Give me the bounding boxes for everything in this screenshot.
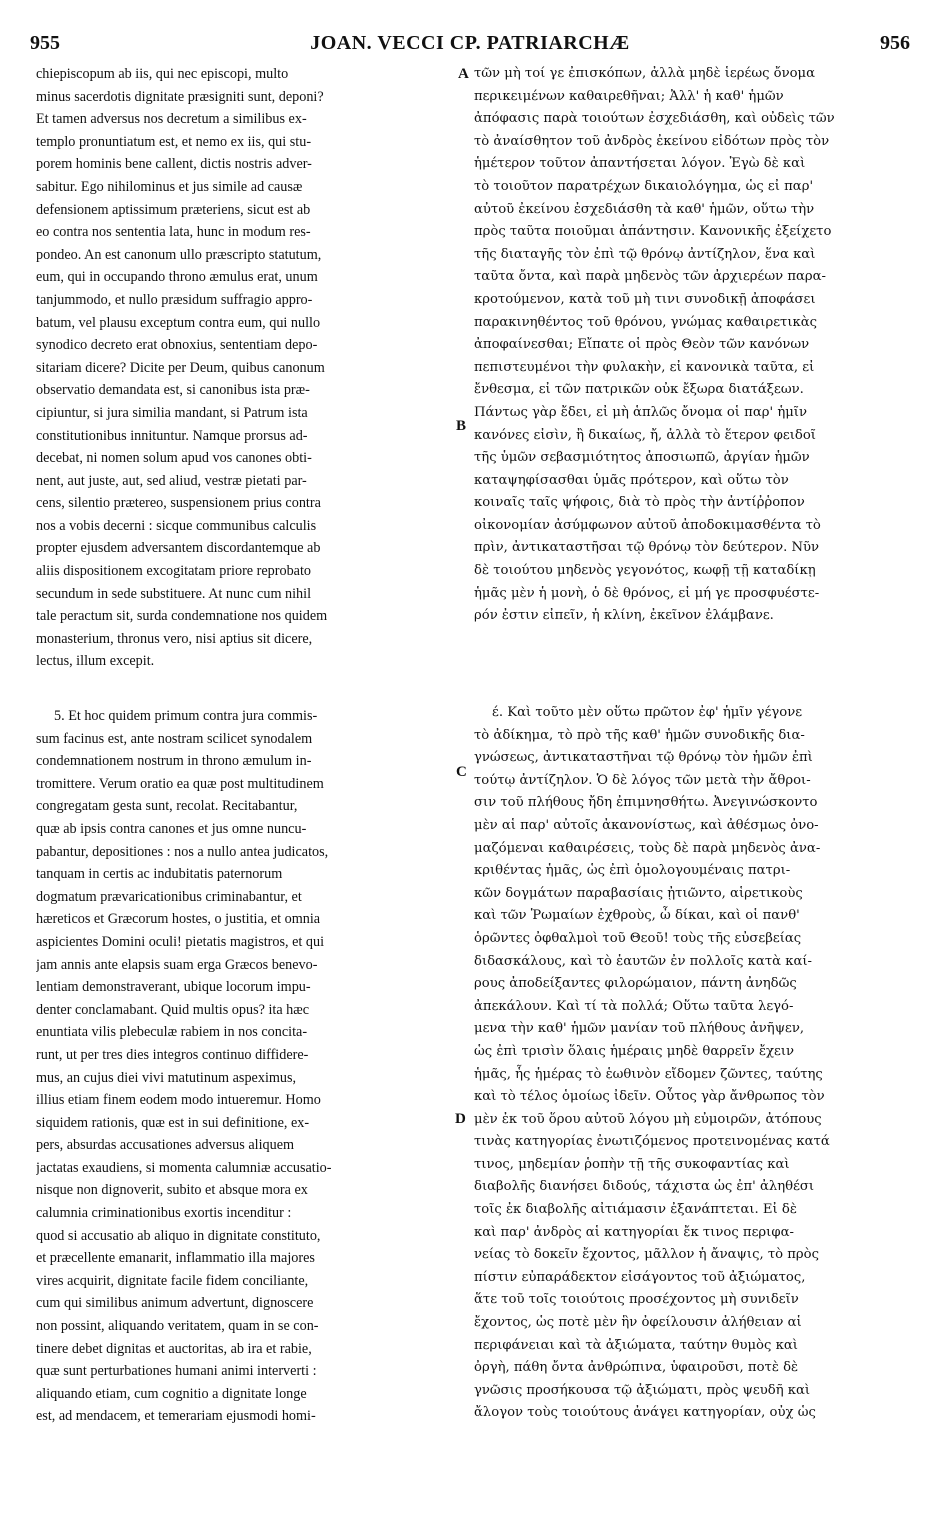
text-line: condemnationem nostrum in throno æmulum in- xyxy=(36,753,312,770)
text-line: ἅτε τοῦ τοῖς τοιούτοις προσέχοντος μὴ συνιδεῖν xyxy=(474,1292,799,1308)
text-line: aliis dispositionem excogitatam priore reprobato xyxy=(36,563,312,580)
text-line: Et tamen adversus nos decretum a similibus ex- xyxy=(36,111,307,128)
greek-column-upper xyxy=(474,63,911,628)
text-line: nos a vobis decerni : sicque communibus calculis xyxy=(36,517,317,534)
text-line: monasterium, thronus vero, nisi aptius sit dicere, xyxy=(36,630,313,647)
text-line: enuntiata vilis plebeculæ rabiem in nos concita- xyxy=(36,1024,308,1041)
page-number-left: 955 xyxy=(30,32,60,54)
text-line: κανόνες εἰσὶν, ἢ δικαίως, ἤ, ἀλλὰ τὸ ἕτερον φειδοῖ xyxy=(474,427,816,443)
text-line: περιφάνειαι καὶ τὰ ἀξιώματα, ταύτην θυμὸς καὶ xyxy=(474,1337,798,1353)
text-line: aliquando etiam, cum cognitio a dignitate longe xyxy=(36,1385,307,1402)
text-line: hæreticos et Græcorum hostes, o justitia, et omnia xyxy=(36,911,321,928)
text-line: ρους ἀποδείξαντες φιλορώμαιον, πάντη ἀνηδῶς xyxy=(474,976,797,992)
text-line: propter ejusdem adversantem discordantemque ab xyxy=(36,540,321,557)
text-line: σιν τοῦ πλήθους ἤδη ἐπιμνησθήτω. Ἀνεγινώσκοντο xyxy=(474,795,818,811)
text-line: πεπιστευμένοι τὴν φυλακὴν, εἰ κανονικὰ ταῦτα, εἰ xyxy=(474,359,815,375)
text-line: τῆς διαταγῆς τὸν ἐπὶ τῷ θρόνῳ ἀντίζηλον, ἕνα καὶ xyxy=(474,246,816,262)
text-line: κοιναῖς ταῖς ψήφοις, διὰ τὸ πρὸς τὴν ἀντίῤῥοπον xyxy=(474,495,805,511)
text-line: ἔνθεσμα, εἰ τῶν πατρικῶν οὐκ ἔξωρα διατάξεων. xyxy=(474,382,804,398)
text-line: sitariam dicere? Dicite per Deum, quibus canonum xyxy=(36,359,325,376)
latin-column-section-5 xyxy=(36,705,456,1428)
text-line: decebat, ni nomen solum apud vos canones obti- xyxy=(36,450,312,467)
text-line: τινος, μηδεμίαν ῥοπὴν τῇ τῆς συκοφαντίας καὶ xyxy=(474,1156,790,1172)
text-line: cipiuntur, si jura similia mandant, si Patrum ista xyxy=(36,404,308,421)
text-line: secundum in sede substituere. At nunc cum nihil xyxy=(36,585,312,602)
text-line: ρόν ἐστιν εἰπεῖν, ἡ κλίνη, ἐκεῖνον ἐλάμβανε. xyxy=(474,608,774,624)
text-line: ἡμᾶς, ἧς ἡμέρας τὸ ἑωθινὸν εἴδομεν ζῶντες, ταύτης xyxy=(474,1066,823,1082)
text-line: ἡμέτερον τοῦτον ἀπαντήσεται λόγον. Ἐγὼ δὲ καὶ xyxy=(474,156,806,172)
latin-column-upper xyxy=(36,63,456,673)
text-line: tanquam in certis ac indubitatis paternorum xyxy=(36,866,283,883)
text-line: sum facinus est, ante nostram scilicet synodalem xyxy=(36,730,313,747)
text-line: illius etiam finem eodem modo intueremur. Homo xyxy=(36,1092,321,1109)
text-line: aspicientes Domini oculi! pietatis magistros, et qui xyxy=(36,933,325,950)
text-line: νείας τὸ δοκεῖν ἔχοντος, μᾶλλον ἡ ἄναψις, τὸ πρὸς xyxy=(474,1247,820,1263)
text-line: ὀργὴ, πάθη ὄντα ἀνθρώπινα, ὑφαιροῦσι, ποτὲ δὲ xyxy=(474,1360,799,1376)
text-line: cens, silentio prætereo, suspensionem prius contra xyxy=(36,495,321,512)
text-line: δὲ τοιούτου μηδενὸς γεγονότος, κωφῇ τῇ καταδίκῃ xyxy=(474,563,816,579)
text-line: denter conclamabant. Quid multis opus? ita hæc xyxy=(36,1001,310,1018)
text-line: nent, aut juste, aut, sed aliud, vestræ pietati par- xyxy=(36,472,307,489)
text-line: jam annis ante elapsis suam erga Græcos benevo- xyxy=(36,956,318,973)
text-line: τῆς ὑμῶν σεβασμιότητος ἀποσιωπῶ, ἀργίαν ἡμῶν xyxy=(474,450,810,466)
text-line: ἄλογον τοὺς τοιούτους ἀνάγει κατηγορίαν, οὐχ ὡς xyxy=(474,1405,816,1421)
text-line: 5. Et hoc quidem primum contra jura commis- xyxy=(54,708,318,724)
text-line: congregatam gesta sunt, recolat. Recitabantur, xyxy=(36,798,298,815)
text-line: et præcellente emanarit, inflammatio illa majores xyxy=(36,1250,315,1267)
text-line: constitutionibus innituntur. Namque prorsus ad- xyxy=(36,427,308,444)
text-line: Πάντως γὰρ ἔδει, εἰ μὴ ἁπλῶς ὄνομα οἱ παρ' ἡμῖν xyxy=(474,404,807,420)
text-line: κριθέντας ἡμᾶς, ὡς ἐπὶ ὁμολογουμέναις πατρι- xyxy=(474,863,791,879)
text-line: pondeo. An est canonum ullo præscripto statutum, xyxy=(36,246,322,263)
text-line: γνώσεως, ἀντικαταστῆναι τῷ θρόνῳ τὸν ἡμῶν ἐπὶ xyxy=(474,750,813,766)
text-line: πρὸς ταῦτα ποιοῦμαι ἀπάντησιν. Κανονικῆς ἐξείχετο xyxy=(474,224,832,240)
text-line: lentiam demonstraverant, ubique locorum impu- xyxy=(36,979,311,996)
text-line: est, ad mendacem, et temerariam ejusmodi homi- xyxy=(36,1408,316,1425)
text-line: vires acquirit, dignitate facile fidem conciliante, xyxy=(36,1272,309,1289)
text-line: ἔχοντος, ὡς ποτὲ μὲν ἣν ὀφείλουσιν ἀλήθειαν αἱ xyxy=(474,1315,802,1331)
text-line: ἀπεκάλουν. Καὶ τί τὰ πολλά; Οὕτω ταῦτα λεγό- xyxy=(474,998,794,1014)
text-line: κροτούμενον, κατὰ τοῦ μὴ τινι συνοδικῇ ἀποφάσει xyxy=(474,291,816,307)
text-line: tanjummodo, et nullo præsidum suffragio appro- xyxy=(36,291,313,308)
margin-marker-d: D xyxy=(455,1111,466,1127)
text-line: cum qui similibus animum advertunt, dignoscere xyxy=(36,1295,314,1312)
text-line: templo pronuntiatum est, et nemo ex iis, qui stu- xyxy=(36,133,312,150)
text-line: observatio demandata est, si canonibus ista præ- xyxy=(36,382,310,399)
text-line: non possint, aliquando veritatem, quam in se con- xyxy=(36,1318,319,1335)
text-line: siquidem rationis, quæ est in sui definitione, ex- xyxy=(36,1114,310,1131)
text-line: nisque non dignoverit, subito et absque mora ex xyxy=(36,1182,308,1199)
text-line: tinere debet dignitas et auctoritas, ab ira et rabie, xyxy=(36,1340,312,1357)
text-line: sabitur. Ego nihilominus et jus simile ad causæ xyxy=(36,178,303,195)
greek-column-section-5 xyxy=(474,702,911,1425)
text-line: pers, absurdas accusationes adversus aliquem xyxy=(36,1137,295,1154)
text-line: διδασκάλους, καὶ τὸ ἑαυτῶν ἐν πολλοῖς κατὰ καί- xyxy=(474,953,812,969)
text-line: defensionem aptissimum præteriens, sicut est ab xyxy=(36,201,311,218)
text-line: eum, qui in occupando throno æmulus erat, unum xyxy=(36,269,318,286)
text-line: πίστιν εὐπαράδεκτον εἰσάγοντος τοῦ ἀξιώματος, xyxy=(474,1269,806,1285)
text-line: calumnia criminationibus exortis incenditur : xyxy=(36,1205,292,1222)
margin-marker-c: C xyxy=(456,764,467,780)
text-line: porem hominis bene callent, dictis nostris adver- xyxy=(36,156,312,173)
text-line: παρακινηθέντος τοῦ θρόνου, γνώμας καθαιρετικὰς xyxy=(474,314,818,330)
text-line: πρὶν, ἀντικαταστῆσαι τῷ θρόνῳ τὸν δεύτερον. Νῦν xyxy=(474,540,820,556)
text-line: minus sacerdotis dignitate præsigniti sunt, deponi? xyxy=(36,88,324,105)
text-line: τούτῳ ἀντίζηλον. Ὁ δὲ λόγος τῶν μετὰ τὴν ἄθροι- xyxy=(474,772,811,788)
text-line: κῶν δογμάτων παραβασίαις ᾐτιῶντο, αἱρετικοὺς xyxy=(474,885,803,901)
text-line: batum, vel plausu exceptum contra eum, qui nullo xyxy=(36,314,321,331)
text-line: ὁρῶντες ὀφθαλμοὶ τοῦ Θεοῦ! τοὺς τῆς εὐσεβείας xyxy=(474,930,802,946)
text-line: τῶν μὴ τοί γε ἐπισκόπων, ἀλλὰ μηδὲ ἱερέως ὄνομα xyxy=(474,66,816,81)
text-line: ὡς ἐπὶ τρισὶν ὅλαις ἡμέραις μηδὲ θαρρεῖν ἔχειν xyxy=(474,1043,795,1059)
text-line: τὸ ἀναίσθητον τοῦ ἀνδρὸς ἐκείνου εἰδότων πρὸς τὸν xyxy=(474,133,830,149)
text-line: ἀποφαίνεσθαι; Εἴπατε οἱ πρὸς Θεὸν τῶν κανόνων xyxy=(474,337,810,353)
text-line: ἡμᾶς μὲν ἡ μονὴ, ὁ δὲ θρόνος, εἰ μή γε προσφυέστε- xyxy=(474,585,820,601)
margin-marker-a: A xyxy=(458,66,469,82)
text-line: ταῦτα ὄντα, καὶ παρὰ μηδενὸς τῶν ἀρχιερέων παρα- xyxy=(474,269,827,285)
text-line: μὲν αἱ παρ' αὐτοῖς ἀκανονίστως, καὶ ἀθέσμως ὀνο- xyxy=(474,817,819,833)
text-line: lectus, illum excepit. xyxy=(36,653,155,670)
text-line: περικειμένων καθαιρεθῆναι; Ἀλλ' ἡ καθ' ἡμῶν xyxy=(474,88,784,104)
text-line: mus, an cujus diei vivi matutinum aspeximus, xyxy=(36,1069,297,1086)
text-line: έ. Καὶ τοῦτο μὲν οὕτω πρῶτον ἐφ' ἡμῖν γέγονε xyxy=(492,705,803,720)
text-line: μὲν ἐκ τοῦ ὅρου αὐτοῦ λόγου μὴ εὐμοιρῶν, ἀτόπους xyxy=(474,1111,822,1127)
text-line: καὶ παρ' ἀνδρὸς αἱ κατηγορίαι ἔκ τινος περιφα- xyxy=(474,1224,794,1240)
text-line: chiepiscopum ab iis, qui nec episcopi, multo xyxy=(36,66,289,82)
running-title: JOAN. VECCI CP. PATRIARCHÆ xyxy=(310,32,630,54)
text-line: καὶ τὸ τέλος ὁμοίως ἰδεῖν. Οὗτος γὰρ ἄνθρωπος τὸν xyxy=(474,1089,825,1105)
text-line: μενα τὴν καθ' ἡμῶν μανίαν τοῦ πλήθους ἀνῆψεν, xyxy=(474,1021,805,1037)
margin-marker-b: B xyxy=(456,418,467,434)
text-line: τοῖς ἐκ διαβολῆς αἰτιάμασιν ἐξανάπτεται. Εἰ δὲ xyxy=(474,1202,797,1218)
text-line: eo contra nos sententia lata, hunc in modum res- xyxy=(36,224,311,241)
text-line: τὸ ἀδίκημα, τὸ πρὸ τῆς καθ' ἡμῶν συνοδικῆς δια- xyxy=(474,727,805,743)
text-line: τινὰς κατηγορίας ἐνωτιζόμενος προτεινομένας κατά xyxy=(474,1134,830,1150)
text-line: quæ ab ipsis contra canones et jus omne nuncu- xyxy=(36,820,307,837)
text-line: quod si accusatio ab aliquo in dignitate constituto, xyxy=(36,1227,321,1244)
text-line: dogmatum prævaricationibus criminabantur, et xyxy=(36,888,302,905)
text-line: καὶ τῶν Ῥωμαίων ἐχθροὺς, ὦ δίκαι, καὶ οἱ πανθ' xyxy=(474,908,800,924)
text-line: ἀπόφασις παρὰ τοιούτων ἐσχεδιάσθη, καὶ οὐδεὶς τῶν xyxy=(474,111,835,127)
text-line: quæ sunt perturbationes humani animi interverti : xyxy=(36,1363,317,1380)
text-line: αὐτοῦ ἐκείνου ἐσχεδιάσθη τὰ καθ' ἡμῶν, οὕτω τὴν xyxy=(474,201,815,217)
text-line: tale peractum sit, surda condemnatione nos quidem xyxy=(36,608,328,625)
text-line: synodico decreto erat obnoxius, sententiam depo- xyxy=(36,337,318,354)
text-line: καταψηφίσασθαι ὑμᾶς πρότερον, καὶ οὕτω τὸν xyxy=(474,472,789,488)
page-number-right: 956 xyxy=(880,32,910,54)
text-line: tromittere. Verum oratio ea quæ post multitudinem xyxy=(36,775,324,792)
text-line: pabantur, depositiones : nos a nullo antea judicatos, xyxy=(36,843,329,860)
text-line: διαβολῆς διανήσει διδούς, τάχιστα ὡς ἐπ' ἀληθέσι xyxy=(474,1179,815,1195)
text-line: jactatas exaudiens, si momenta calumniæ accusatio- xyxy=(36,1159,332,1176)
running-header xyxy=(30,32,910,62)
text-line: οἰκονομίαν ἀσύμφωνον αὐτοῦ ἀποδοκιμασθέντα τὸ xyxy=(474,517,821,533)
text-line: γνῶσις προσήκουσα τῷ ἀξιώματι, πρὸς ψευδῆ καὶ xyxy=(474,1382,811,1398)
text-line: runt, ut per tres dies integros continuo diffidere- xyxy=(36,1046,309,1063)
text-line: τὸ τοιοῦτον παρατρέχων δικαιολόγημα, ὡς εἰ παρ' xyxy=(474,178,814,194)
text-line: μαζόμεναι καθαιρέσεις, τοὺς δὲ παρὰ μηδενὸς ἀνα- xyxy=(474,840,821,856)
